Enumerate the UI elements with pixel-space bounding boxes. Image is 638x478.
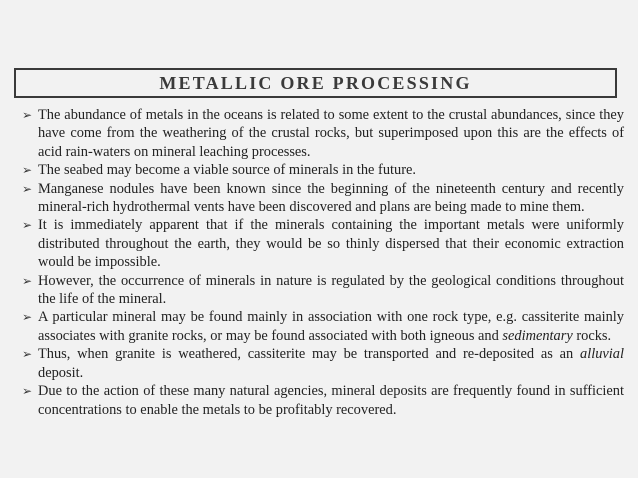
bullet-text-after: deposit. <box>38 364 84 381</box>
bullet-item-6 <box>22 308 624 345</box>
bullet-item-4 <box>22 216 624 271</box>
arrow-bullet-icon: ➢ <box>22 181 33 196</box>
bullet-item-1 <box>22 106 624 161</box>
bullet-text: However, the occurrence of minerals in nature is regulated by the geological conditions throughout the life of the mineral. <box>38 272 624 308</box>
bullet-text-before: A particular mineral may be found mainly in association with one rock type, e.g. cassiterite mainly associates with granite rocks, or may be found associated with both igneous and <box>38 309 624 344</box>
bullet-text-after: rocks. <box>572 327 612 344</box>
page-title: METALLIC ORE PROCESSING <box>159 72 472 93</box>
bullet-item-5 <box>22 272 624 309</box>
bullet-item-7 <box>22 345 624 382</box>
arrow-bullet-icon: ➢ <box>22 108 33 122</box>
bullet-text: It is immediately apparent that if the minerals containing the important metals were uniformly distributed throughout the earth, they would be so thinly dispersed that their economic extraction would be impossible. <box>38 217 624 271</box>
bullet-text-italic: sedimentary <box>502 327 573 344</box>
bullet-text: Manganese nodules have been known since the beginning of the nineteenth century and recently mineral-rich hydrothermal vents have been discovered and plans are being made to mine them. <box>38 180 624 216</box>
bullet-item-2 <box>22 161 624 179</box>
arrow-bullet-icon: ➢ <box>22 384 33 399</box>
bullet-item-3 <box>22 180 624 217</box>
arrow-bullet-icon: ➢ <box>22 218 33 233</box>
arrow-bullet-icon: ➢ <box>22 273 33 288</box>
arrow-bullet-icon: ➢ <box>22 347 33 362</box>
title-box <box>14 68 617 98</box>
bullet-text: The abundance of metals in the oceans is related to some extent to the crustal abundances, since they have come from the weathering of the crustal rocks, but superimposed upon this are the effects of acid rain-waters on mineral leaching processes. <box>38 107 624 160</box>
arrow-bullet-icon: ➢ <box>22 163 33 178</box>
bullet-text-before: Thus, when granite is weathered, cassiterite may be transported and re-deposited as an <box>38 346 581 363</box>
arrow-bullet-icon: ➢ <box>22 310 33 325</box>
bullet-text: The seabed may become a viable source of minerals in the future. <box>38 162 417 179</box>
bullet-text: Due to the action of these many natural agencies, mineral deposits are frequently found in sufficient concentrations to enable the metals to be profitably recovered. <box>38 383 624 418</box>
bullet-text-italic: alluvial <box>580 346 624 363</box>
bullet-item-8 <box>22 382 624 419</box>
bullet-list <box>22 106 624 419</box>
